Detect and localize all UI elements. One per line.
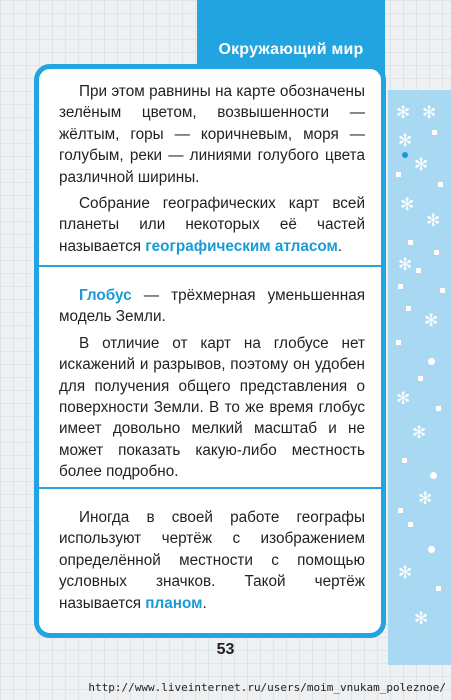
text-section-map-colors	[39, 81, 381, 257]
snowflake-icon: ✻	[396, 389, 411, 408]
snowflake-icon: ✻	[400, 195, 415, 214]
snowflake-icon: ✻	[422, 103, 437, 122]
snowflake-icon: ✻	[414, 609, 429, 628]
section-divider	[39, 487, 381, 489]
term-highlight: географическим атласом	[145, 237, 338, 255]
paragraph: В отличие от карт на глобусе нет искажений и разрывов, поэтому он удобен для получения общего представления о поверхности Земли. В то же время глобус имеет довольно мелкий масштаб и не может показать какую-либо местность более подробно.	[59, 334, 365, 481]
text-section-plan	[39, 507, 381, 614]
dot-decoration	[428, 358, 435, 365]
decorative-side-strip	[388, 90, 451, 665]
dot-decoration	[402, 152, 408, 158]
paragraph: Собрание географических карт всей планеты или некоторых её частей называется географическим атласом.	[59, 195, 365, 255]
snowflake-icon: ✻	[418, 489, 433, 508]
square-decoration	[398, 284, 403, 289]
square-decoration	[408, 240, 413, 245]
square-decoration	[434, 250, 439, 255]
square-decoration	[416, 268, 421, 273]
content-panel	[34, 64, 386, 638]
square-decoration	[408, 522, 413, 527]
square-decoration	[438, 182, 443, 187]
square-decoration	[406, 306, 411, 311]
snowflake-icon: ✻	[396, 103, 411, 122]
dot-decoration	[430, 472, 437, 479]
square-decoration	[398, 508, 403, 513]
snowflake-icon: ✻	[412, 423, 427, 442]
square-decoration	[432, 130, 437, 135]
dot-decoration	[428, 546, 435, 553]
paragraph: Иногда в своей работе географы используют чертёж с изображением определённой местности с помощью условных значков. Такой чертёж называется планом.	[59, 509, 365, 612]
square-decoration	[440, 288, 445, 293]
term-highlight: планом	[145, 594, 203, 612]
section-divider	[39, 265, 381, 267]
term-highlight: Глобус	[79, 287, 132, 304]
snowflake-icon: ✻	[398, 563, 413, 582]
snowflake-icon: ✻	[424, 311, 439, 330]
square-decoration	[402, 458, 407, 463]
page-title: Окружающий мир	[218, 41, 364, 58]
page-number: 53	[216, 641, 235, 658]
square-decoration	[436, 406, 441, 411]
source-url: http://www.liveinternet.ru/users/moim_vnukam_poleznoe/	[88, 681, 446, 694]
paragraph: При этом равнины на карте обозначены зелёным цветом, возвышенности — жёлтым, горы — коричневым, моря — голубым, реки — линиями голубого цвета различной ширины.	[59, 83, 365, 186]
paragraph: Глобус — трёхмерная уменьшенная модель Земли.	[59, 287, 365, 326]
snowflake-icon: ✻	[426, 211, 441, 230]
snowflake-icon: ✻	[398, 131, 413, 150]
square-decoration	[436, 586, 441, 591]
square-decoration	[396, 340, 401, 345]
text-section-globe	[39, 285, 381, 483]
snowflake-icon: ✻	[414, 155, 429, 174]
snowflake-icon: ✻	[398, 255, 413, 274]
square-decoration	[396, 172, 401, 177]
square-decoration	[418, 376, 423, 381]
